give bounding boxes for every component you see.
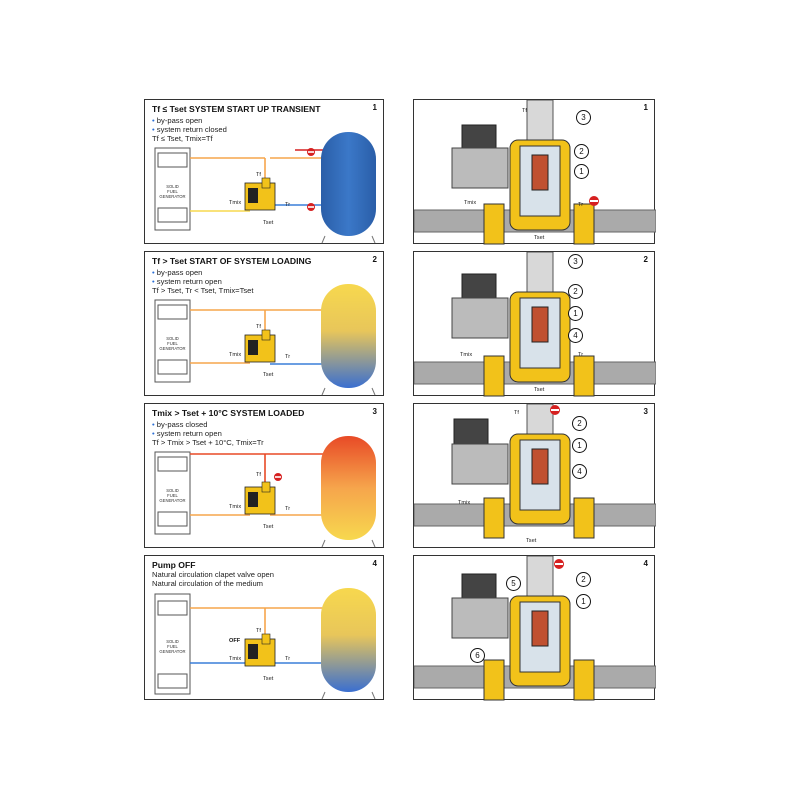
panel-number: 4 — [372, 559, 377, 568]
panel-line: Natural circulation clapet valve open — [152, 570, 274, 579]
generator-label: SOLID FUEL GENERATOR — [159, 184, 186, 199]
panel-line: • by-pass open — [152, 268, 203, 277]
panel-title: Tf > Tset START OF SYSTEM LOADING — [152, 256, 312, 266]
generator-label: SOLID FUEL GENERATOR — [159, 488, 186, 503]
tset-label: Tset — [263, 372, 274, 378]
callout: 4 — [568, 328, 583, 343]
panel-title: Tmix > Tset + 10°C SYSTEM LOADED — [152, 408, 305, 418]
storage-tank — [321, 436, 376, 540]
callout: 1 — [572, 438, 587, 453]
storage-tank — [321, 132, 376, 236]
tr-label: Tr — [578, 352, 584, 358]
detail-panel-2 — [413, 251, 655, 396]
panel-line: • by-pass open — [152, 116, 203, 125]
detail-panel-3 — [413, 403, 655, 548]
tmix-label: Tmix — [229, 656, 242, 662]
tset-label: Tset — [263, 524, 274, 530]
tf-label: Tf — [514, 410, 519, 416]
panel-line: • system return open — [152, 429, 222, 438]
valve-cutaway-4 — [414, 556, 656, 701]
tmix-label: Tmix — [229, 504, 242, 510]
panel-line: Tf > Tset, Tr < Tset, Tmix=Tset — [152, 286, 254, 295]
panel-line: • system return closed — [152, 125, 227, 134]
tf-label: Tf — [522, 108, 527, 114]
valve-cutaway-1 — [414, 100, 656, 245]
schematic-panel-4 — [144, 555, 384, 700]
tmix-label: Tmix — [460, 352, 473, 358]
callout: 2 — [576, 572, 591, 587]
generator-label: SOLID FUEL GENERATOR — [159, 639, 186, 654]
panel-number: 4 — [643, 559, 648, 568]
tf-label: Tf — [256, 628, 261, 634]
tset-label: Tset — [526, 538, 537, 544]
callout: 1 — [568, 306, 583, 321]
callout: 1 — [574, 164, 589, 179]
schematic-panel-2 — [144, 251, 384, 396]
panel-title: Tf ≤ Tset SYSTEM START UP TRANSIENT — [152, 104, 321, 114]
panel-number: 2 — [643, 255, 648, 264]
panel-number: 3 — [372, 407, 377, 416]
tf-label: Tf — [256, 324, 261, 330]
tf-label: Tf — [256, 172, 261, 178]
callout: 2 — [574, 144, 589, 159]
tf-label: Tf — [256, 472, 261, 478]
storage-tank — [321, 284, 376, 388]
panel-line: Natural circulation of the medium — [152, 579, 264, 588]
tset-label: Tset — [534, 387, 545, 393]
pump-off-label: OFF — [229, 638, 241, 644]
valve-cutaway-3 — [414, 404, 656, 549]
storage-tank — [321, 588, 376, 692]
callout: 3 — [568, 254, 583, 269]
panel-line: • by-pass closed — [152, 420, 208, 429]
panel-number: 2 — [372, 255, 377, 264]
panel-number: 1 — [643, 103, 648, 112]
valve-cutaway-2 — [414, 252, 656, 397]
tmix-label: Tmix — [464, 200, 477, 206]
schematic-panel-3 — [144, 403, 384, 548]
callout: 6 — [470, 648, 485, 663]
panel-line: Tf ≤ Tset, Tmix=Tf — [152, 134, 213, 143]
callout: 2 — [572, 416, 587, 431]
callout: 1 — [576, 594, 591, 609]
tset-label: Tset — [534, 235, 545, 241]
callout: 2 — [568, 284, 583, 299]
callout: 3 — [576, 110, 591, 125]
panel-line: • system return open — [152, 277, 222, 286]
tr-label: Tr — [578, 202, 584, 208]
generator-label: SOLID FUEL GENERATOR — [159, 336, 186, 351]
tset-label: Tset — [263, 676, 274, 682]
callout: 4 — [572, 464, 587, 479]
tr-label: Tr — [285, 656, 291, 662]
tmix-label: Tmix — [229, 200, 242, 206]
schematic-panel-1 — [144, 99, 384, 244]
panel-line: Tf > Tmix > Tset + 10°C, Tmix=Tr — [152, 438, 264, 447]
detail-panel-1 — [413, 99, 655, 244]
tr-label: Tr — [285, 202, 291, 208]
panel-number: 1 — [372, 103, 377, 112]
panel-title: Pump OFF — [152, 560, 196, 570]
tr-label: Tr — [285, 354, 291, 360]
detail-panel-4 — [413, 555, 655, 700]
tr-label: Tr — [285, 506, 291, 512]
callout: 5 — [506, 576, 521, 591]
panel-number: 3 — [643, 407, 648, 416]
tmix-label: Tmix — [229, 352, 242, 358]
tset-label: Tset — [263, 220, 274, 226]
tmix-label: Tmix — [458, 500, 471, 506]
